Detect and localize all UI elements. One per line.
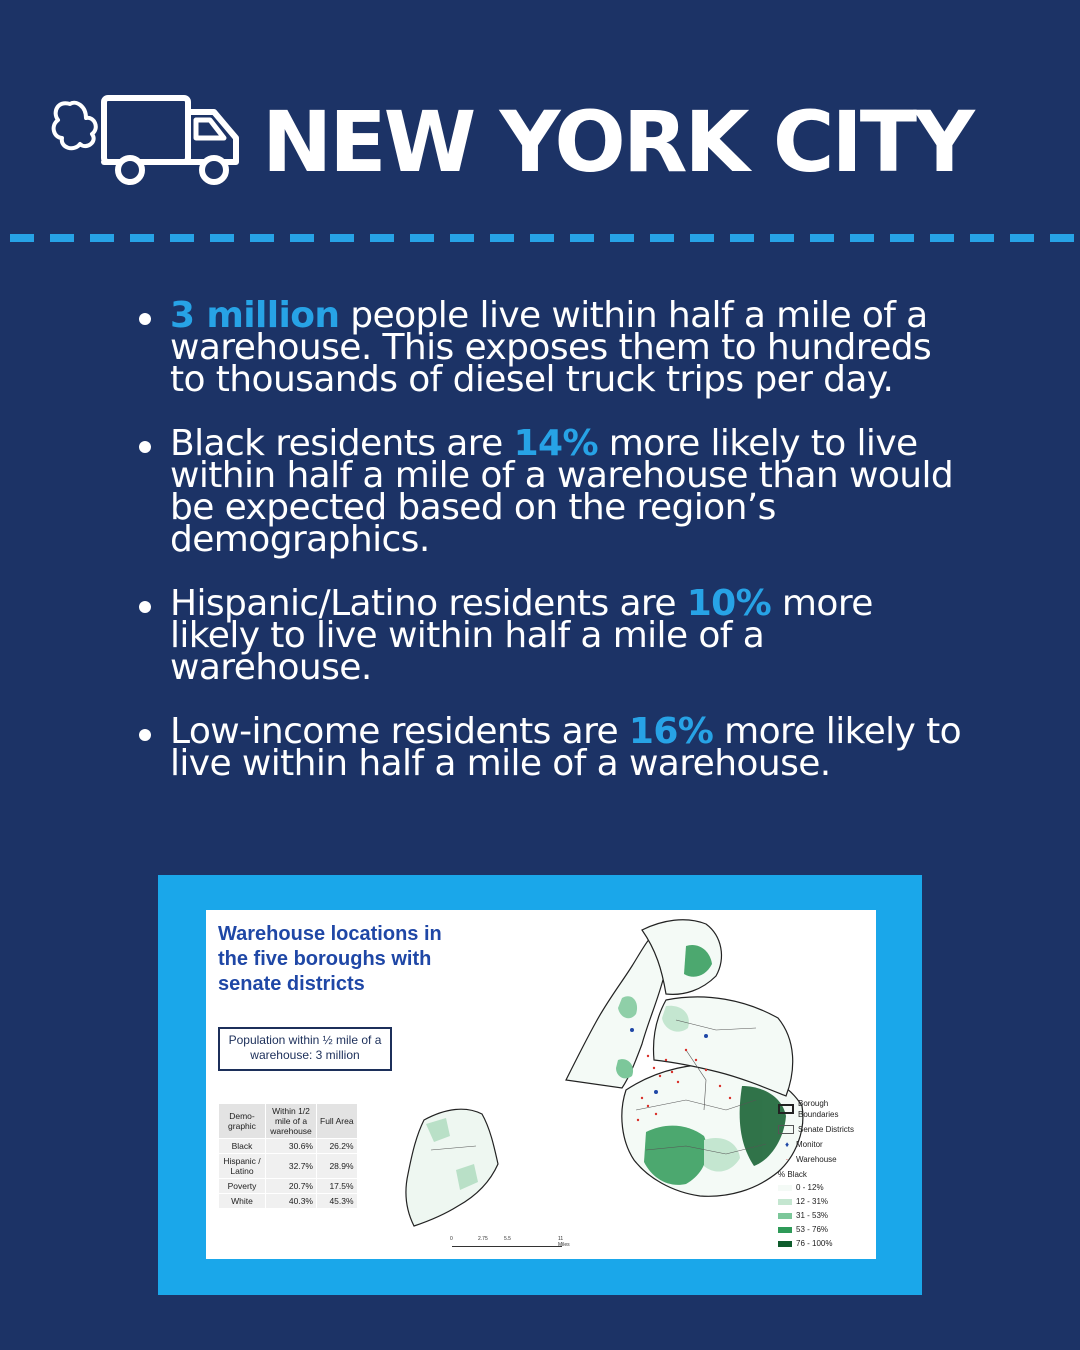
legend-label: 31 - 53% [796, 1211, 829, 1220]
legend-item [778, 1154, 854, 1165]
legend-item [778, 1139, 854, 1150]
legend-label: Senate Districts [798, 1125, 855, 1134]
legend-item [778, 1124, 854, 1135]
table-header: Within 1/2 mile of a warehouse [266, 1104, 317, 1139]
table-cell: Black [219, 1139, 266, 1154]
legend-class [778, 1224, 854, 1235]
scale-tick: 2.75 [478, 1236, 488, 1242]
header [0, 0, 1080, 230]
bullet-icon [139, 729, 151, 741]
table-cell: 28.9% [317, 1154, 358, 1179]
senate-swatch [778, 1125, 794, 1134]
table-row [219, 1154, 358, 1179]
monitor-icon: ♦ [784, 1140, 790, 1149]
legend-label: 12 - 31% [796, 1197, 829, 1206]
table-row [219, 1194, 358, 1209]
fact-highlight: 14% [513, 423, 598, 464]
legend-class [778, 1210, 854, 1221]
color-swatch [778, 1185, 792, 1191]
fact-highlight: 3 million [170, 295, 340, 336]
map-legend [778, 1098, 854, 1252]
page-title: NEW YORK CITY [262, 93, 972, 191]
table-cell: Hispanic / Latino [219, 1154, 266, 1179]
staten-island [406, 1109, 498, 1226]
bullet-icon [139, 441, 151, 453]
fact-text: Black residents are [170, 423, 514, 464]
legend-label: 76 - 100% [796, 1239, 833, 1248]
bullet-icon [139, 601, 151, 613]
dashed-divider [10, 234, 1080, 242]
legend-title: % Black [778, 1170, 807, 1179]
demographic-table [218, 1103, 358, 1209]
table-cell: White [219, 1194, 266, 1209]
color-swatch [778, 1213, 792, 1219]
legend-label: 53 - 76% [796, 1225, 829, 1234]
color-swatch [778, 1241, 792, 1247]
facts-list [132, 295, 962, 812]
table-header: Demo-graphic [219, 1104, 266, 1139]
legend-label: Warehouse [796, 1155, 837, 1164]
borough-swatch [778, 1104, 794, 1114]
legend-item [778, 1098, 854, 1120]
fact-text: more likely to live within half a mile of a warehouse than would be expected based on the region’s demographics. [170, 423, 954, 560]
table-cell: Poverty [219, 1179, 266, 1194]
fact-item [132, 423, 962, 560]
legend-label: 0 - 12% [796, 1183, 824, 1192]
table-cell: 32.7% [266, 1154, 317, 1179]
scale-bar [452, 1236, 574, 1254]
fact-item [132, 583, 962, 688]
table-header-row [219, 1104, 358, 1139]
scale-tick: 0 [450, 1236, 453, 1242]
table-header: Full Area [317, 1104, 358, 1139]
color-swatch [778, 1227, 792, 1233]
fact-text: more likely to live within half a mile of a warehouse. [170, 583, 873, 688]
fact-text: more likely to live within half a mile of a warehouse. [170, 711, 962, 784]
table-row [219, 1179, 358, 1194]
table-cell: 45.3% [317, 1194, 358, 1209]
fact-text: Low-income residents are [170, 711, 629, 752]
table-cell: 30.6% [266, 1139, 317, 1154]
fact-item [132, 295, 962, 400]
table-cell: 17.5% [317, 1179, 358, 1194]
table-cell: 20.7% [266, 1179, 317, 1194]
table-cell: 26.2% [317, 1139, 358, 1154]
legend-label: Borough Boundaries [798, 1099, 839, 1119]
fact-item [132, 711, 962, 784]
map-card [206, 910, 876, 1259]
warehouse-icon: · [785, 1155, 789, 1164]
population-box: Population within ½ mile of a warehouse: 3 million [218, 1027, 392, 1071]
scale-tick: 11 Miles [558, 1236, 570, 1248]
legend-label: Monitor [796, 1140, 823, 1149]
fact-text: people live within half a mile of a warehouse. This exposes them to hundreds to thousands of diesel truck trips per day. [170, 295, 932, 400]
table-cell: 40.3% [266, 1194, 317, 1209]
legend-class [778, 1182, 854, 1193]
table-row [219, 1139, 358, 1154]
fact-text: Hispanic/Latino residents are [170, 583, 687, 624]
legend-class [778, 1196, 854, 1207]
color-swatch [778, 1199, 792, 1205]
scale-line [452, 1246, 562, 1247]
scale-tick: 5.5 [504, 1236, 511, 1242]
bullet-icon [139, 313, 151, 325]
map-frame [158, 875, 922, 1295]
truck-icon [48, 90, 244, 190]
map-title: Warehouse locations in the five boroughs with senate districts [218, 923, 442, 995]
fact-highlight: 10% [686, 583, 772, 624]
legend-class [778, 1238, 854, 1249]
fact-highlight: 16% [628, 711, 714, 752]
